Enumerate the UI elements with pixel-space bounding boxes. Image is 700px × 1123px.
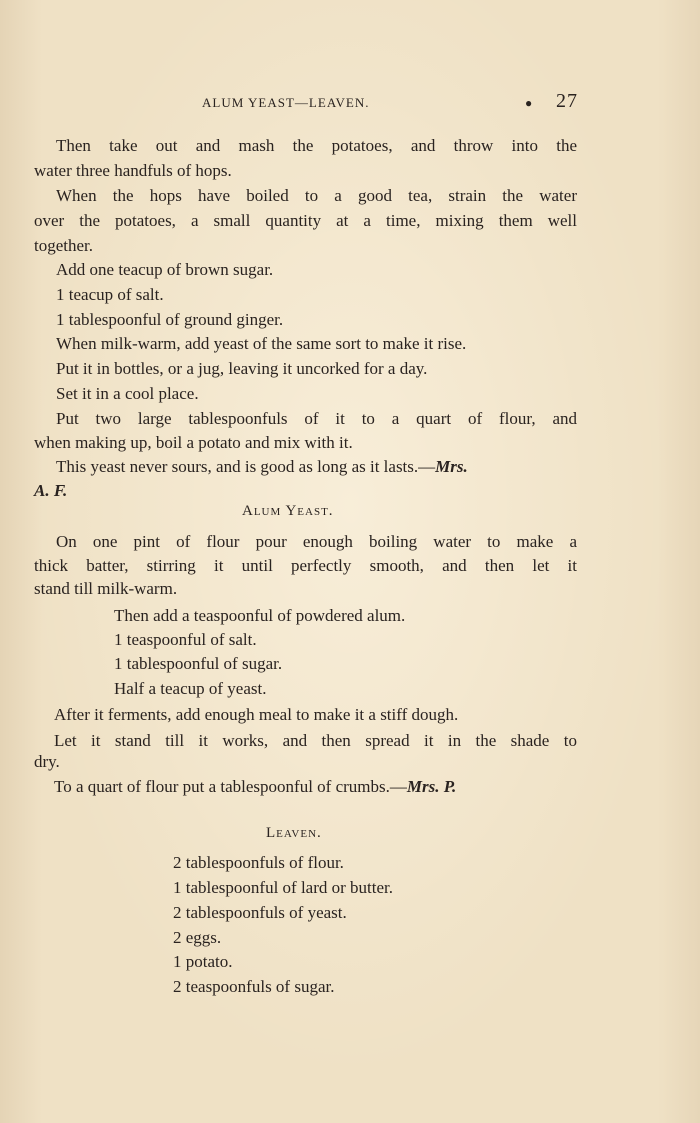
paragraph-line: when making up, boil a potato and mix with it.	[34, 433, 353, 452]
running-title: ALUM YEAST—LEAVEN.	[202, 95, 370, 110]
ingredient-line: Then add a teaspoonful of powdered alum.	[114, 606, 406, 625]
page-number: 27	[556, 90, 578, 112]
ingredient-line: 1 potato.	[173, 952, 233, 971]
paragraph-line: water three handfuls of hops.	[34, 161, 232, 180]
paragraph-line: 1 tablespoonful of ground ginger.	[56, 310, 284, 329]
paragraph-line: Put two large tablespoonfuls of it to a quart of flour, and	[56, 409, 577, 428]
paragraph-text: This yeast never sours, and is good as long as it lasts.—	[56, 457, 436, 476]
paragraph-line: 1 teacup of salt.	[56, 285, 164, 304]
paragraph-line: After it ferments, add enough meal to make it a stiff dough.	[54, 705, 459, 724]
paragraph-line: dry.	[34, 752, 60, 771]
ingredient-line: 2 teaspoonfuls of sugar.	[173, 977, 335, 996]
ingredient-line: 2 tablespoonfuls of flour.	[173, 853, 344, 872]
printer-dot: ●	[525, 96, 534, 110]
paragraph-line: stand till milk-warm.	[34, 579, 178, 598]
paragraph-line: When milk-warm, add yeast of the same sort to make it rise.	[56, 334, 467, 353]
author-signature: Mrs. P.	[406, 777, 457, 796]
paragraph-text: To a quart of flour put a tablespoonful of crumbs.—	[54, 777, 407, 796]
ingredient-line: 2 tablespoonfuls of yeast.	[173, 903, 347, 922]
ingredient-line: 1 tablespoonful of sugar.	[114, 654, 283, 673]
ingredient-line: 2 eggs.	[173, 928, 222, 947]
author-signature: Mrs.	[435, 457, 468, 476]
ingredient-line: 1 teaspoonful of salt.	[114, 630, 257, 649]
paragraph-line: over the potatoes, a small quantity at a time, mixing them well	[34, 211, 577, 230]
author-signature: A. F.	[34, 481, 68, 500]
paragraph-line: When the hops have boiled to a good tea, strain the water	[56, 186, 577, 205]
paragraph-line: Then take out and mash the potatoes, and throw into the	[56, 136, 577, 155]
paragraph-line: Put it in bottles, or a jug, leaving it uncorked for a day.	[56, 359, 428, 378]
paragraph-line: together.	[34, 236, 94, 255]
paragraph-line: thick batter, stirring it until perfectly smooth, and then let it	[34, 556, 577, 575]
paragraph-line: Set it in a cool place.	[56, 384, 199, 403]
paragraph-line	[56, 457, 468, 477]
paragraph-line: Let it stand till it works, and then spread it in the shade to	[54, 731, 577, 750]
ingredient-line: Half a teacup of yeast.	[114, 679, 267, 698]
ingredient-line: 1 tablespoonful of lard or butter.	[173, 878, 394, 897]
paragraph-line: On one pint of flour pour enough boiling water to make a	[56, 532, 577, 551]
recipe-heading: Leaven.	[266, 825, 322, 841]
running-head	[200, 92, 580, 116]
paragraph-line	[54, 777, 456, 797]
paragraph-line: Add one teacup of brown sugar.	[56, 260, 274, 279]
recipe-heading: Alum Yeast.	[242, 503, 334, 519]
